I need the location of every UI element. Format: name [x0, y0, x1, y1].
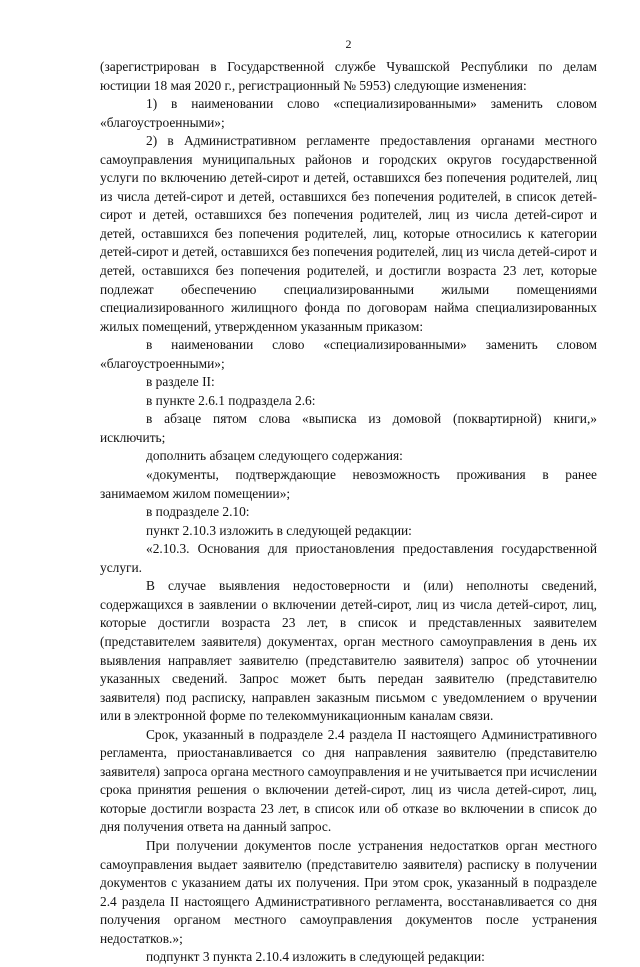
paragraph-title-change: в наименовании слово «специализированными» заменить словом «благоустроенными»; [100, 337, 597, 371]
paragraph-point-2-6-1: в пункте 2.6.1 подраздела 2.6: [146, 392, 316, 408]
paragraph-subsection-2-10: в подразделе 2.10: [146, 504, 250, 520]
paragraph-2-10-3-heading: «2.10.3. Основания для приостановления предоставления государственной услуги. [100, 541, 597, 575]
paragraph-item-1: 1) в наименовании слово «специализированными» заменить словом «благоустроенными»; [100, 96, 597, 130]
paragraph-item-2: 2) в Административном регламенте предоставления органами местного самоуправления муниципальных районов и городских округов государственной услуги по включению детей-сирот и детей, оставшихся без попечения родителей, лиц из числа детей-сирот и детей, оставшихся без попечения родителей, в список детей-сирот и детей, оставшихся без попечения родителей, лиц из числа детей-сирот и детей, оставшихся без попечения родителей, лиц, которые относились к категории детей-сирот и детей, оставшихся без попечения родителей, лиц из числа детей-сирот и детей, оставшихся без попечения родителей, и достигли возраста 23 лет, которые подлежат обеспечению специализированными жилыми помещениями специализированного жилищного фонда по договорам найма специализированных жилых помещений, утвержденном указанным приказом: [100, 133, 597, 334]
paragraph-documents-quote: «документы, подтверждающие невозможность проживания в ранее занимаемом жилом помещении»; [100, 467, 597, 501]
paragraph-subpoint-3: подпункт 3 пункта 2.10.4 изложить в следующей редакции: [146, 949, 485, 965]
page-number: 2 [345, 37, 352, 51]
paragraph-section-2: в разделе II: [146, 374, 215, 390]
paragraph-inaccuracy-case: В случае выявления недостоверности и (или) неполноты сведений, содержащихся в заявлении о включении детей-сирот, лиц из числа детей-сирот, лиц, которые достигли возраста 23 лет, в список и представленных заявителем (представителем заявителя) документах, орган местного самоуправления в день их выявления направляет заявителю (представителю заявителя) запрос об уточнении указанных сведений. Запрос может быть передан заявителю (представителю заявителя) под расписку, направлен заказным письмом с уведомлением о вручении или в электронной форме по телекоммуникационным каналам связи. [100, 578, 597, 724]
paragraph-point-2-10-3: пункт 2.10.3 изложить в следующей редакции: [146, 522, 412, 538]
paragraph-fifth-abzac: в абзаце пятом слова «выписка из домовой (поквартирной) книги,» исключить; [100, 411, 597, 445]
document-page [100, 36, 597, 965]
paragraph-registration: (зарегистрирован в Государственной службе Чувашской Республики по делам юстиции 18 мая 2020 г., регистрационный № 5953) следующие изменения: [100, 59, 597, 93]
paragraph-documents-receipt: При получении документов после устранения недостатков орган местного самоуправления выдает заявителю (представителю заявителя) расписку в получении документов с указанием даты их получения. При этом срок, указанный в подразделе 2.4 раздела II настоящего Административного регламента, восстанавливается со дня получения органом местного самоуправления документов после устранения недостатков.»; [100, 837, 597, 946]
paragraph-term-suspension: Срок, указанный в подразделе 2.4 раздела II настоящего Административного регламента, приостанавливается со дня направления заявителю (представителю заявителя) запроса органа местного самоуправления и не учитывается при исчислении срока принятия решения о включении детей-сирот, лиц из числа детей-сирот, лиц, которые достигли возраста 23 лет, в список или об отказе во включении в список до дня получения ответа на данный запрос. [100, 726, 597, 835]
paragraph-add-abzac: дополнить абзацем следующего содержания: [146, 448, 403, 464]
